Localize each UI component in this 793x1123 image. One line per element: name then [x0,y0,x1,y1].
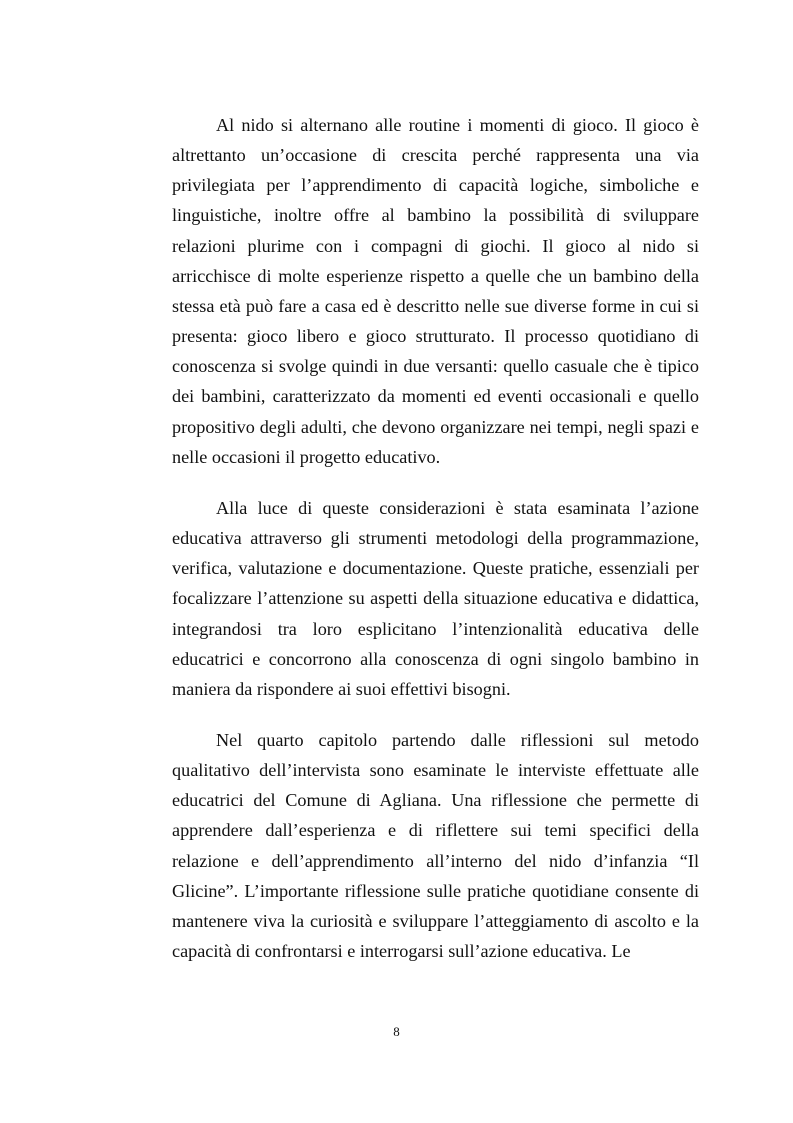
paragraph-azione-educativa: Alla luce di queste considerazioni è stata esaminata l’azione educativa attraverso gli strumenti metodologi della programmazione, verifica, valutazione e documentazione. Queste pratiche, essenziali per focalizzare l’attenzione su aspetti della situazione educativa e didattica, integrandosi tra loro esplicitano l’intenzionalità educativa delle educatrici e concorrono alla conoscenza di ogni singolo bambino in maniera da rispondere ai suoi effettivi bisogni. [172,497,699,699]
paragraph-quarto-capitolo: Nel quarto capitolo partendo dalle riflessioni sul metodo qualitativo dell’intervista sono esaminate le interviste effettuate alle educatrici del Comune di Agliana. Una riflessione che permette di apprendere dall’esperienza e di riflettere sui temi specifici della relazione e dell’apprendimento all’interno del nido d’infanzia “Il Glicine”. L’importante riflessione sulle pratiche quotidiane consente di mantenere viva la curiosità e sviluppare l’atteggiamento di ascolto e la capacità di confrontarsi e interrogarsi sull’azione educativa. Le [172,729,699,962]
paragraph-gioco: Al nido si alternano alle routine i momenti di gioco. Il gioco è altrettanto un’occasione di crescita perché rappresenta una via privilegiata per l’apprendimento di capacità logiche, simboliche e linguistiche, inoltre offre al bambino la possibilità di sviluppare relazioni plurime con i compagni di giochi. Il gioco al nido si arricchisce di molte esperienze rispetto a quelle che un bambino della stessa età può fare a casa ed è descritto nelle sue diverse forme in cui si presenta: gioco libero e gioco strutturato. Il processo quotidiano di conoscenza si svolge quindi in due versanti: quello casuale che è tipico dei bambini, caratterizzato da momenti ed eventi occasionali e quello propositivo degli adulti, che devono organizzare nei tempi, negli spazi e nelle occasioni il progetto educativo. [172,115,699,467]
page-number: 8 [393,1024,400,1039]
body-text [172,110,699,966]
